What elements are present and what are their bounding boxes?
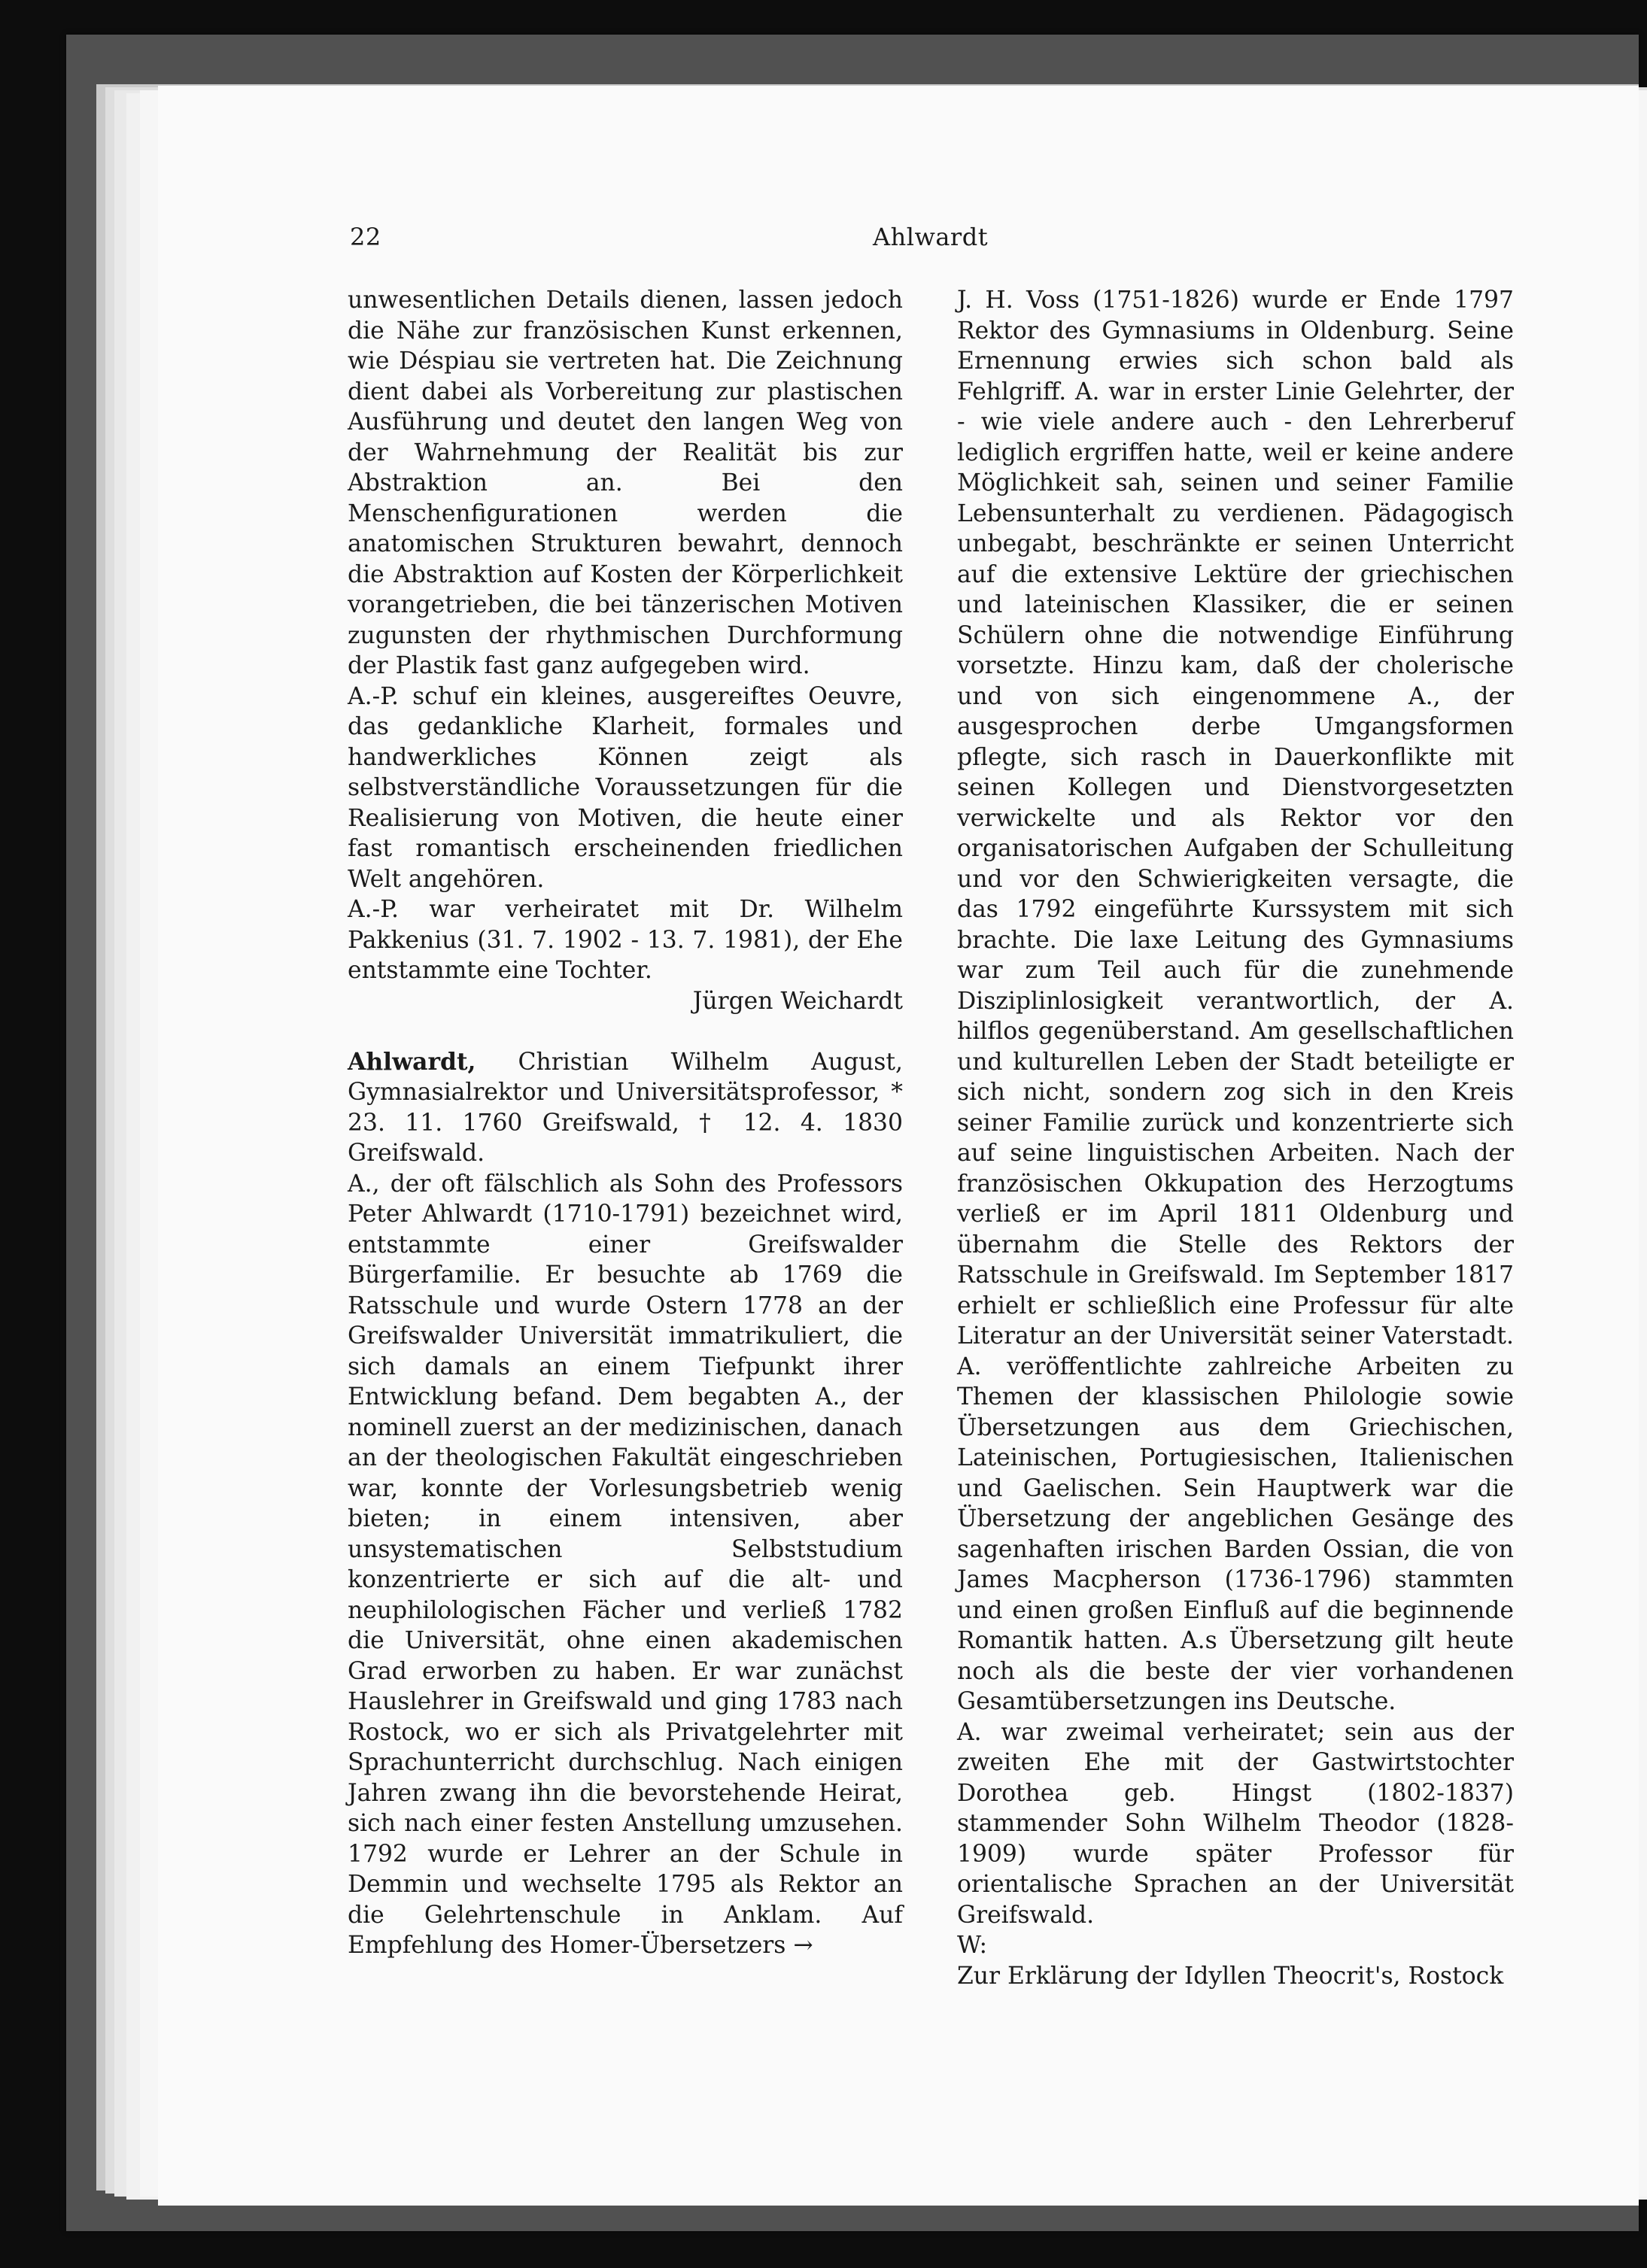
left-column [348,285,903,1961]
page-number: 22 [350,223,381,251]
author-signature: Jürgen Weichardt [692,987,903,1015]
works-entry: Zur Erklärung der Idyllen Theocrit's, Rostock [957,1962,1504,1990]
entry-biographical-data: Christian Wilhelm August, Gymnasialrektor und Universitätsprofessor, * 23. 11. 1760 Greifswald, † 12. 4. 1830 Greifswald. [348,1048,903,1167]
paragraph: A.-P. schuf ein kleines, ausgereiftes Oeuvre, das gedankliche Klarheit, formales und handwerkliches Können zeigt als selbstverständliche Voraussetzungen für die Realisierung von Motiven, die heute einer fast romantisch erscheinenden friedlichen Welt angehören. [348,682,903,893]
running-head: Ahlwardt [873,223,989,251]
works-label: W: [957,1932,988,1959]
paragraph: A. war zweimal verheiratet; sein aus der zweiten Ehe mit der Gastwirtstochter Dorothea geb. Hingst (1802-1837) stammender Sohn Wilhelm Theodor (1828-1909) wurde später Professor für orientalische Sprachen an der Universität Greifswald. [957,1718,1514,1929]
right-column [957,285,1514,1991]
paragraph: J. H. Voss (1751-1826) wurde er Ende 1797 Rektor des Gymnasiums in Oldenburg. Seine Ernennung erwies sich schon bald als Fehlgriff. A. war in erster Linie Gelehrter, der - wie viele andere auch - den Lehrerberuf lediglich ergriffen hatte, weil er keine andere Möglichkeit sah, seinen und seiner Familie Lebensunterhalt zu verdienen. Pädagogisch unbegabt, beschränkte er seinen Unterricht auf die extensive Lektüre der griechischen und lateinischen Klassiker, die er seinen Schülern ohne die notwendige Einführung vorsetzte. Hinzu kam, daß der cholerische und von sich eingenommene A., der ausgesprochen derbe Umgangsformen pflegte, sich rasch in Dauerkonflikte mit seinen Kollegen und Dienstvorgesetzten verwickelte und als Rektor vor den organisatorischen Aufgaben der Schulleitung und vor den Schwierigkeiten versagte, die das 1792 eingeführte Kurssystem mit sich brachte. Die laxe Leitung des Gymnasiums war zum Teil auch für die zunehmende Disziplinlosigkeit verantwortlich, der A. hilflos gegenüberstand. Am gesellschaftlichen und kulturellen Leben der Stadt beteiligte er sich nicht, sondern zog sich in den Kreis seiner Familie zurück und konzentrierte sich auf seine linguistischen Arbeiten. Nach der französischen Okkupation des Herzogtums verließ er im April 1811 Oldenburg und übernahm die Stelle des Rektors der Ratsschule in Greifswald. Im September 1817 erhielt er schließlich eine Professur für alte Literatur an der Universität seiner Vaterstadt. A. veröffentlichte zahlreiche Arbeiten zu Themen der klassischen Philologie sowie Übersetzungen aus dem Griechischen, Lateinischen, Portugiesischen, Italienischen und Gaelischen. Sein Hauptwerk war die Übersetzung der angeblichen Gesänge des sagenhaften irischen Barden Ossian, die von James Macpherson (1736-1796) stammten und einen großen Einfluß auf die beginnende Romantik hatten. A.s Übersetzung gilt heute noch als die beste der vier vorhandenen Gesamtübersetzungen ins Deutsche. [957,287,1514,1715]
paragraph: A., der oft fälschlich als Sohn des Professors Peter Ahlwardt (1710-1791) bezeichnet wird, entstammte einer Greifswalder Bürgerfamilie. Er besuchte ab 1769 die Ratsschule und wurde Ostern 1778 an der Greifswalder Universität immatrikuliert, die sich damals an einem Tiefpunkt ihrer Entwicklung befand. Dem begabten A., der nominell zuerst an der medizinischen, danach an der theologischen Fakultät eingeschrieben war, konnte der Vorlesungsbetrieb wenig bieten; in einem intensiven, aber unsystematischen Selbststudium konzentrierte er sich auf die alt- und neuphilologischen Fächer und verließ 1782 die Universität, ohne einen akademischen Grad erworben zu haben. Er war zunächst Hauslehrer in Greifswald und ging 1783 nach Rostock, wo er sich als Privatgelehrter mit Sprachunterricht durchschlug. Nach einigen Jahren zwang ihn die bevorstehende Heirat, sich nach einer festen Anstellung umzusehen. 1792 wurde er Lehrer an der Schule in Demmin und wechselte 1795 als Rektor an die Gelehrtenschule in Anklam. Auf Empfehlung des Homer-Übersetzers → [348,1170,903,1959]
entry-headword: Ahlwardt, [348,1048,476,1076]
entry-heading-paragraph [348,1047,903,1169]
paragraph: unwesentlichen Details dienen, lassen jedoch die Nähe zur französischen Kunst erkennen, wie Déspiau sie vertreten hat. Die Zeichnung dient dabei als Vorbereitung zur plastischen Ausführung und deutet den langen Weg von der Wahrnehmung der Realität bis zur Abstraktion an. Bei den Menschenfigurationen werden die anatomischen Strukturen bewahrt, dennoch die Abstraktion auf Kosten der Körperlichkeit vorangetrieben, die bei tänzerischen Motiven zugunsten der rhythmischen Durchformung der Plastik fast ganz aufgegeben wird. [348,287,903,679]
paragraph: A.-P. war verheiratet mit Dr. Wilhelm Pakkenius (31. 7. 1902 - 13. 7. 1981), der Ehe entstammte eine Tochter. [348,896,903,984]
